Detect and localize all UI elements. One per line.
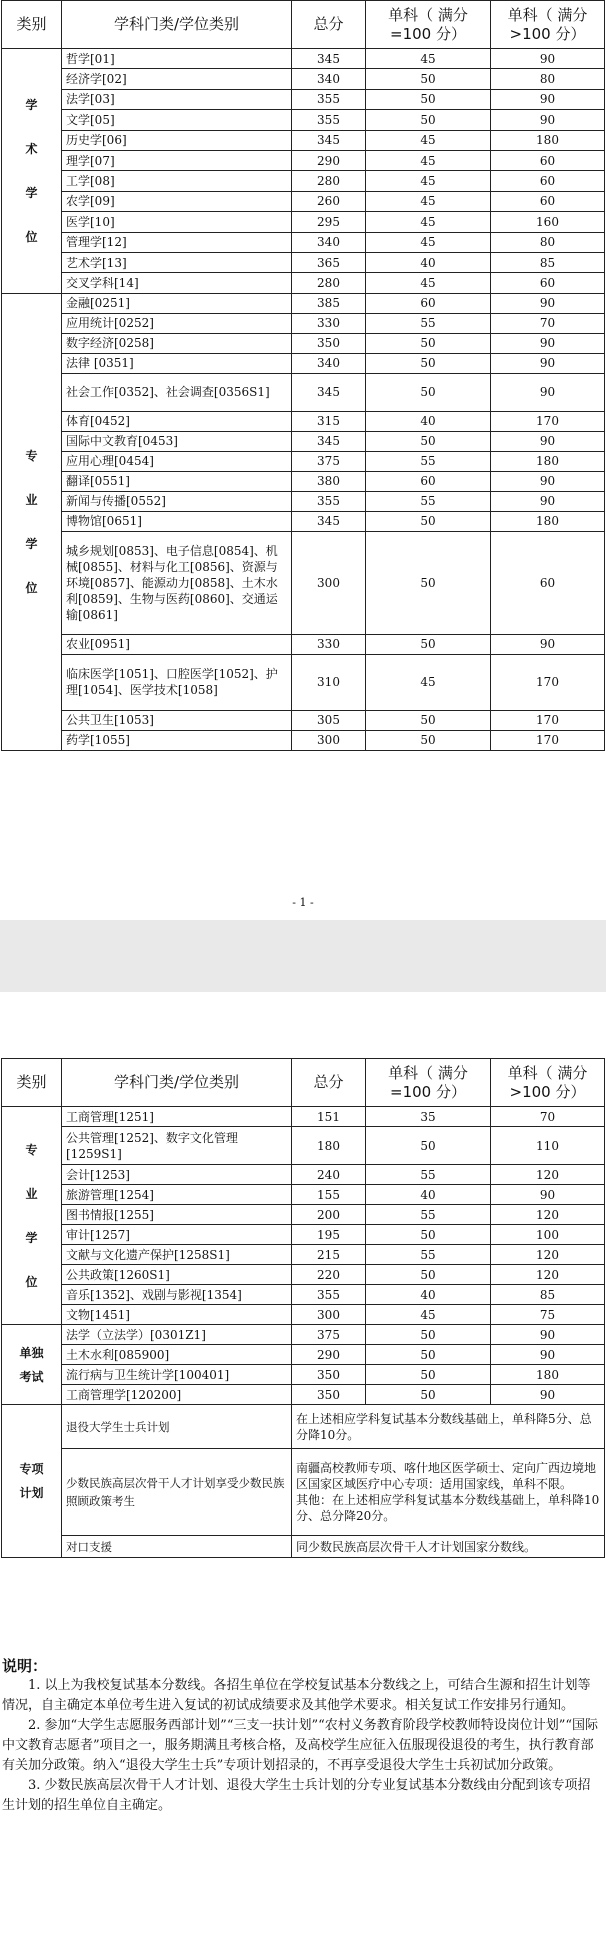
single-gt100-cell: 120 [491,1165,605,1185]
discipline-cell: 农学[09] [62,191,292,211]
discipline-cell: 文学[05] [62,110,292,130]
total-score-cell: 350 [292,1365,366,1385]
table-row [2,491,605,511]
table-row [2,1365,605,1385]
table-row [2,69,605,89]
table-row [2,150,605,170]
total-score-cell: 290 [292,1345,366,1365]
total-score-cell: 220 [292,1265,366,1285]
discipline-cell: 国际中文教育[0453] [62,431,292,451]
category-academic: 学 术 学 位 [2,49,62,294]
table-row [2,1385,605,1405]
total-score-cell: 330 [292,313,366,333]
single-gt100-cell: 90 [491,333,605,353]
single-gt100-cell: 80 [491,69,605,89]
total-score-cell: 240 [292,1165,366,1185]
special-plan-note-line: 南疆高校教师专项、喀什地区医学硕士、定向广西边境地区国家区域医疗中心专项：适用国家线，单科不限。 [296,1461,597,1491]
single-gt100-cell: 60 [491,150,605,170]
table-row [2,1127,605,1165]
single-gt100-cell: 160 [491,212,605,232]
discipline-cell: 交叉学科[14] [62,273,292,293]
table-row [2,1225,605,1245]
total-score-cell: 375 [292,1325,366,1345]
total-score-cell: 340 [292,353,366,373]
total-score-cell: 380 [292,471,366,491]
special-plan-group [2,1405,605,1558]
discipline-cell: 哲学[01] [62,49,292,69]
single-100-cell: 50 [366,634,491,654]
single-100-cell: 60 [366,293,491,313]
discipline-cell: 会计[1253] [62,1165,292,1185]
table-row [2,654,605,710]
discipline-cell: 应用心理[0454] [62,451,292,471]
single-gt100-cell: 85 [491,1285,605,1305]
total-score-cell: 215 [292,1245,366,1265]
single-gt100-cell: 110 [491,1127,605,1165]
single-gt100-cell: 60 [491,171,605,191]
single-gt100-cell: 60 [491,531,605,634]
total-score-cell: 295 [292,212,366,232]
discipline-cell: 管理学[12] [62,232,292,252]
single-gt100-cell: 180 [491,1365,605,1385]
single-gt100-cell: 90 [491,491,605,511]
single-gt100-cell: 90 [491,471,605,491]
total-score-cell: 345 [292,373,366,411]
professional-group [2,1107,605,1325]
single-gt100-cell: 100 [491,1225,605,1245]
total-score-cell: 345 [292,49,366,69]
discipline-cell: 流行病与卫生统计学[100401] [62,1365,292,1385]
header-single-gt100: 单科（ 满分>100 分） [491,1,605,49]
single-100-cell: 45 [366,130,491,150]
score-table-1 [1,0,605,751]
single-100-cell: 40 [366,1185,491,1205]
table-row [2,252,605,272]
single-gt100-cell: 90 [491,1185,605,1205]
single-100-cell: 50 [366,89,491,109]
discipline-cell: 法律 [0351] [62,353,292,373]
single-100-cell: 40 [366,252,491,272]
table-row [2,730,605,750]
table-row [2,1245,605,1265]
total-score-cell: 365 [292,252,366,272]
total-score-cell: 355 [292,1285,366,1305]
discipline-cell: 临床医学[1051]、口腔医学[1052]、护理[1054]、医学技术[1058] [62,654,292,710]
table-row [2,49,605,69]
special-plan-note: 在上述相应学科复试基本分数线基础上，单科降5分、总分降10分。 [292,1405,605,1449]
single-100-cell: 35 [366,1107,491,1127]
single-gt100-cell: 60 [491,273,605,293]
table-row [2,171,605,191]
total-score-cell: 300 [292,531,366,634]
table-row [2,353,605,373]
table-row [2,130,605,150]
header-total: 总分 [292,1059,366,1107]
total-score-cell: 280 [292,273,366,293]
single-gt100-cell: 90 [491,1345,605,1365]
discipline-cell: 公共管理[1252]、数字文化管理[1259S1] [62,1127,292,1165]
discipline-cell: 药学[1055] [62,730,292,750]
table-row [2,110,605,130]
single-100-cell: 45 [366,150,491,170]
special-row-counterpart [2,1536,605,1558]
discipline-cell: 农业[0951] [62,634,292,654]
single-gt100-cell: 170 [491,730,605,750]
single-100-cell: 50 [366,730,491,750]
single-gt100-cell: 170 [491,654,605,710]
single-100-cell: 45 [366,212,491,232]
table-row [2,212,605,232]
special-plan-note [292,1449,605,1536]
total-score-cell: 300 [292,730,366,750]
total-score-cell: 290 [292,150,366,170]
total-score-cell: 195 [292,1225,366,1245]
special-plan-note: 同少数民族高层次骨干人才计划国家分数线。 [292,1536,605,1558]
total-score-cell: 385 [292,293,366,313]
single-100-cell: 40 [366,1285,491,1305]
notes-heading: 说明： [2,1657,48,1675]
single-100-cell: 50 [366,1325,491,1345]
total-score-cell: 151 [292,1107,366,1127]
table-row [2,511,605,531]
discipline-cell: 工商管理[1251] [62,1107,292,1127]
single-100-cell: 55 [366,313,491,333]
single-gt100-cell: 90 [491,431,605,451]
notes-section [2,1656,602,1816]
single-gt100-cell: 90 [491,1385,605,1405]
table-row [2,273,605,293]
discipline-cell: 文献与文化遗产保护[1258S1] [62,1245,292,1265]
page-1 [0,0,606,920]
discipline-cell: 旅游管理[1254] [62,1185,292,1205]
single-gt100-cell: 90 [491,89,605,109]
single-100-cell: 50 [366,1127,491,1165]
single-100-cell: 40 [366,411,491,431]
total-score-cell: 300 [292,1305,366,1325]
discipline-cell: 应用统计[0252] [62,313,292,333]
special-plan-name: 少数民族高层次骨干人才计划享受少数民族照顾政策考生 [62,1449,292,1536]
single-100-cell: 50 [366,1265,491,1285]
note-item: 2. 参加“大学生志愿服务西部计划”“三支一扶计划”“农村义务教育阶段学校教师特设岗位计划”“国际中文教育志愿者”项目之一，服务期满且考核合格，及高校学生应征入伍服现役退役的考生，执行教育部有关加分政策。纳入“退役大学生士兵”专项计划招录的，不再享受退役大学生士兵初试加分政策。 [2,1718,599,1773]
single-100-cell: 45 [366,191,491,211]
special-plan-name: 退役大学生士兵计划 [62,1405,292,1449]
single-100-cell: 50 [366,333,491,353]
page-number: - 1 - [292,896,314,909]
total-score-cell: 260 [292,191,366,211]
single-100-cell: 55 [366,1205,491,1225]
single-100-cell: 50 [366,1345,491,1365]
discipline-cell: 文物[1451] [62,1305,292,1325]
single-100-cell: 55 [366,1245,491,1265]
page-gap [0,920,606,992]
table-row [2,191,605,211]
total-score-cell: 340 [292,69,366,89]
single-100-cell: 50 [366,531,491,634]
separate-exam-group [2,1325,605,1405]
discipline-cell: 公共政策[1260S1] [62,1265,292,1285]
special-row-minority [2,1449,605,1536]
header-discipline: 学科门类/学位类别 [62,1,292,49]
single-100-cell: 50 [366,431,491,451]
single-gt100-cell: 60 [491,191,605,211]
discipline-cell: 医学[10] [62,212,292,232]
single-100-cell: 50 [366,1385,491,1405]
total-score-cell: 350 [292,333,366,353]
single-gt100-cell: 90 [491,373,605,411]
single-gt100-cell: 90 [491,353,605,373]
discipline-cell: 音乐[1352]、戏剧与影视[1354] [62,1285,292,1305]
single-100-cell: 60 [366,471,491,491]
total-score-cell: 330 [292,634,366,654]
single-gt100-cell: 70 [491,313,605,333]
single-gt100-cell: 90 [491,49,605,69]
header-discipline: 学科门类/学位类别 [62,1059,292,1107]
single-gt100-cell: 120 [491,1245,605,1265]
table-row [2,411,605,431]
table-row [2,451,605,471]
discipline-cell: 经济学[02] [62,69,292,89]
single-100-cell: 50 [366,511,491,531]
total-score-cell: 345 [292,511,366,531]
single-100-cell: 55 [366,1165,491,1185]
table-row [2,293,605,313]
table-row [2,89,605,109]
single-gt100-cell: 90 [491,110,605,130]
single-gt100-cell: 180 [491,451,605,471]
single-gt100-cell: 90 [491,1325,605,1345]
discipline-cell: 图书情报[1255] [62,1205,292,1225]
discipline-cell: 工学[08] [62,171,292,191]
single-100-cell: 45 [366,171,491,191]
table-row [2,1325,605,1345]
single-gt100-cell: 90 [491,293,605,313]
table-row [2,1305,605,1325]
table-row [2,634,605,654]
single-gt100-cell: 120 [491,1205,605,1225]
category-separate-exam: 单独 考试 [2,1325,62,1405]
note-item: 1. 以上为我校复试基本分数线。各招生单位在学校复试基本分数线之上，可结合生源和招生计划等情况，自主确定本单位考生进入复试的初试成绩要求及其他学术要求。相关复试工作安排另行通知。 [2,1678,591,1713]
single-100-cell: 55 [366,491,491,511]
total-score-cell: 280 [292,171,366,191]
table-row [2,1185,605,1205]
single-100-cell: 50 [366,710,491,730]
single-100-cell: 45 [366,654,491,710]
category-professional: 专 业 学 位 [2,293,62,750]
single-gt100-cell: 70 [491,1107,605,1127]
table-row [2,531,605,634]
table-row [2,1285,605,1305]
total-score-cell: 155 [292,1185,366,1205]
discipline-cell: 数字经济[0258] [62,333,292,353]
total-score-cell: 355 [292,110,366,130]
discipline-cell: 博物馆[0651] [62,511,292,531]
table-row [2,1165,605,1185]
single-100-cell: 50 [366,373,491,411]
single-100-cell: 50 [366,69,491,89]
single-100-cell: 45 [366,232,491,252]
discipline-cell: 理学[07] [62,150,292,170]
note-item: 3. 少数民族高层次骨干人才计划、退役大学生士兵计划的分专业复试基本分数线由分配到该专项招生计划的招生单位自主确定。 [2,1778,591,1813]
table-row [2,1205,605,1225]
single-100-cell: 45 [366,49,491,69]
discipline-cell: 公共卫生[1053] [62,710,292,730]
single-gt100-cell: 120 [491,1265,605,1285]
page-2 [0,992,606,1953]
header-single-gt100: 单科（ 满分>100 分） [491,1059,605,1107]
total-score-cell: 340 [292,232,366,252]
single-gt100-cell: 80 [491,232,605,252]
discipline-cell: 金融[0251] [62,293,292,313]
single-100-cell: 55 [366,451,491,471]
single-100-cell: 50 [366,1225,491,1245]
table-row [2,1265,605,1285]
total-score-cell: 345 [292,130,366,150]
discipline-cell: 新闻与传播[0552] [62,491,292,511]
total-score-cell: 315 [292,411,366,431]
score-table-2 [1,1058,605,1558]
table-row [2,1345,605,1365]
total-score-cell: 200 [292,1205,366,1225]
discipline-cell: 法学[03] [62,89,292,109]
header-category: 类别 [2,1,62,49]
header-single-100: 单科（ 满分=100 分） [366,1,491,49]
single-gt100-cell: 170 [491,710,605,730]
table-row [2,1107,605,1127]
single-100-cell: 45 [366,1305,491,1325]
single-gt100-cell: 180 [491,130,605,150]
discipline-cell: 法学（立法学）[0301Z1] [62,1325,292,1345]
academic-group [2,49,605,294]
total-score-cell: 180 [292,1127,366,1165]
category-professional: 专 业 学 位 [2,1107,62,1325]
special-plan-note-line: 其他：在上述相应学科复试基本分数线基础上，单科降10分、总分降20分。 [296,1493,600,1523]
header-total: 总分 [292,1,366,49]
header-category: 类别 [2,1059,62,1107]
table-row [2,232,605,252]
single-gt100-cell: 85 [491,252,605,272]
single-gt100-cell: 170 [491,411,605,431]
discipline-cell: 翻译[0551] [62,471,292,491]
professional-group [2,293,605,750]
single-100-cell: 50 [366,110,491,130]
discipline-cell: 历史学[06] [62,130,292,150]
table-row [2,373,605,411]
single-100-cell: 50 [366,1365,491,1385]
single-gt100-cell: 75 [491,1305,605,1325]
table-header-row [2,1059,605,1107]
discipline-cell: 体育[0452] [62,411,292,431]
total-score-cell: 310 [292,654,366,710]
single-gt100-cell: 180 [491,511,605,531]
special-row-veteran [2,1405,605,1449]
table-row [2,710,605,730]
discipline-cell: 艺术学[13] [62,252,292,272]
header-single-100: 单科（ 满分=100 分） [366,1059,491,1107]
total-score-cell: 345 [292,431,366,451]
table-row [2,313,605,333]
total-score-cell: 355 [292,89,366,109]
table-row [2,431,605,451]
discipline-cell: 工商管理学[120200] [62,1385,292,1405]
table-row [2,471,605,491]
special-plan-name: 对口支援 [62,1536,292,1558]
discipline-cell: 审计[1257] [62,1225,292,1245]
single-gt100-cell: 90 [491,634,605,654]
discipline-cell: 土木水利[085900] [62,1345,292,1365]
table-row [2,333,605,353]
total-score-cell: 355 [292,491,366,511]
total-score-cell: 375 [292,451,366,471]
category-special: 专项 计划 [2,1405,62,1558]
total-score-cell: 305 [292,710,366,730]
single-100-cell: 45 [366,273,491,293]
discipline-cell: 社会工作[0352]、社会调查[0356S1] [62,373,292,411]
total-score-cell: 350 [292,1385,366,1405]
single-100-cell: 50 [366,353,491,373]
discipline-cell: 城乡规划[0853]、电子信息[0854]、机械[0855]、材料与化工[0856]、资源与环境[0857]、能源动力[0858]、土木水利[0859]、生物与医药[0860]、交通运输[0861] [62,531,292,634]
table-header-row [2,1,605,49]
